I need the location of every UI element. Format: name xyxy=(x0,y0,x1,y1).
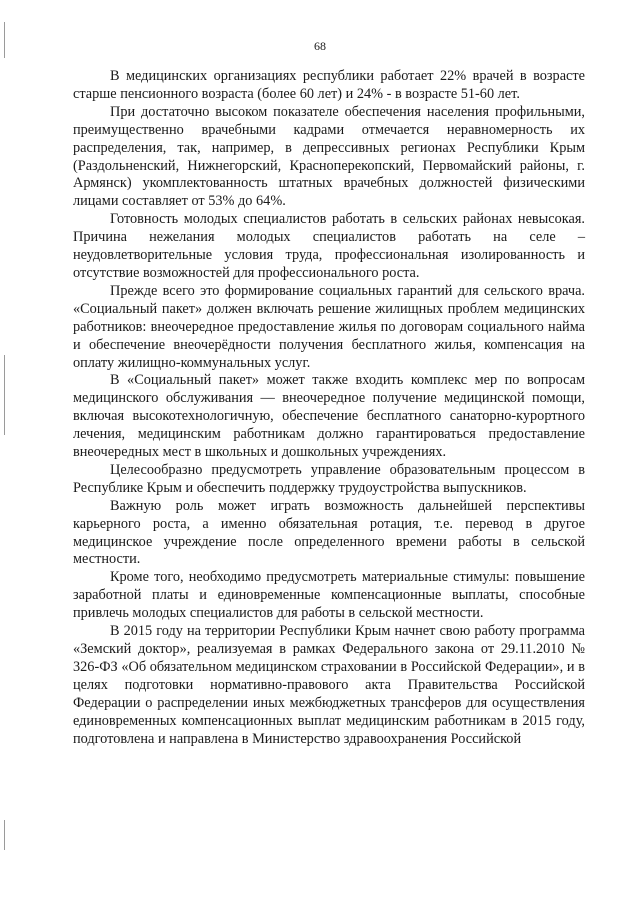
paragraph: В «Социальный пакет» может также входить комплекс мер по вопросам медицинского обслуживания — внеочередное получение медицинской помощи, включая высокотехнологичную, обеспечение бесплатного санаторно-курортного лечения, медицинским работникам должно гарантироваться предоставление внеочередных мест в школьных и дошкольных учреждениях. xyxy=(73,372,585,461)
paragraph: Важную роль может играть возможность дальнейшей перспективы карьерного роста, а именно обязательная ротация, т.е. перевод в другое медицинское учреждение после определенного времени работы в сельской местности. xyxy=(73,497,585,568)
page-number: 68 xyxy=(314,39,326,53)
scan-edge-mark xyxy=(4,355,5,435)
paragraph: Кроме того, необходимо предусмотреть материальные стимулы: повышение заработной платы и единовременные компенсационные выплаты, способные привлечь молодых специалистов для работы в сельской местности. xyxy=(73,569,585,622)
paragraph: Готовность молодых специалистов работать в сельских районах невысокая. Причина нежелания молодых специалистов работать на селе – неудовлетворительные условия труда, профессиональная изолированность и отсутствие возможностей для профессионального роста. xyxy=(73,211,585,281)
document-body xyxy=(73,68,585,748)
paragraph: Прежде всего это формирование социальных гарантий для сельского врача. «Социальный пакет» должен включать решение жилищных проблем медицинских работников: внеочередное предоставление жилья по договорам социального найма и обеспечение внеочерёдности получения бесплатного жилья, компенсация на оплату жилищно-коммунальных услуг. xyxy=(73,282,585,371)
paragraph: В медицинских организациях республики работает 22% врачей в возрасте старше пенсионного возраста (более 60 лет) и 24% - в возрасте 51-60 лет. xyxy=(73,68,585,102)
paragraph: Целесообразно предусмотреть управление образовательным процессом в Республике Крым и обеспечить поддержку трудоустройства выпускников. xyxy=(73,461,585,496)
scan-edge-mark xyxy=(4,820,5,850)
paragraph: При достаточно высоком показателе обеспечения населения профильными, преимущественно врачебными кадрами отмечается неравномерность их распределения, так, например, в депрессивных регионах Республики Крым (Раздольненский, Нижнегорский, Красноперекопский, Первомайский районы, г. Армянск) укомплектованность штатных врачебных должностей физическими лицами составляет от 53% до 64%. xyxy=(73,103,585,210)
paragraph: В 2015 году на территории Республики Крым начнет свою работу программа «Земский доктор», реализуемая в рамках Федерального закона от 29.11.2010 № 326-ФЗ «Об обязательном медицинском страховании в Российской Федерации», и в целях подготовки нормативно-правового акта Правительства Российской Федерации о распределении иных межбюджетных трансферов для осуществления единовременных компенсационных выплат медицинским работникам в 2015 году, подготовлена и направлена в Министерство здравоохранения Российской xyxy=(73,623,585,747)
